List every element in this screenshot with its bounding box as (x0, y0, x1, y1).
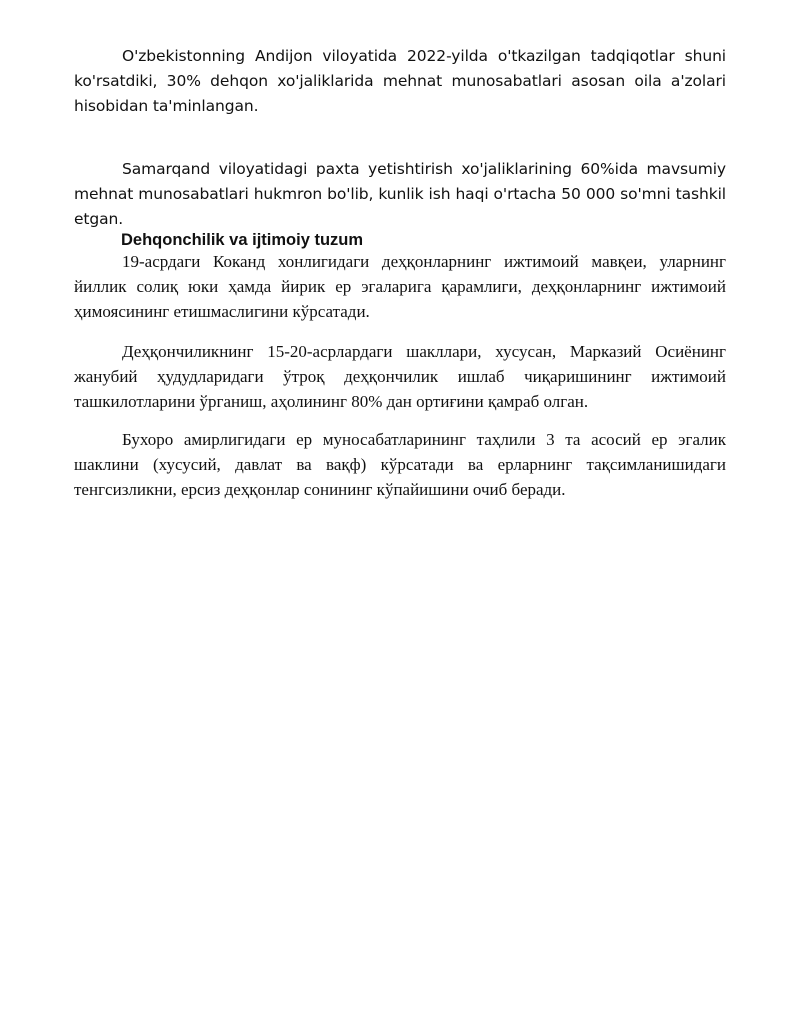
paragraph-kokand (74, 249, 726, 324)
paragraph-bukhara (74, 427, 726, 502)
paragraph-text: Деҳқончиликнинг 15-20-асрлардаги шакллари, хусусан, Марказий Осиёнинг жанубий ҳудудларидаги ўтроқ деҳқончилик ишлаб чиқаришининг ижтимоий ташкилотларини ўрганиш, аҳолининг 80% дан ортиғини қамраб олган. (74, 342, 726, 411)
paragraph-text: O'zbekistonning Andijon viloyatida 2022-yilda o'tkazilgan tadqiqotlar shuni ko'rsatdiki, 30% dehqon xo'jaliklarida mehnat munosabatlari asosan oila a'zolari hisobidan ta'minlangan. (74, 47, 726, 115)
paragraph-central-asia (74, 339, 726, 414)
section-heading: Dehqonchilik va ijtimoiy tuzum (121, 231, 364, 249)
paragraph-text: Бухоро амирлигидаги ер муносабатларининг таҳлили 3 та асосий ер эгалик шаклини (хусусий, давлат ва вақф) кўрсатади ва ерларнинг тақсимланишидаги тенгсизликни, ерсиз деҳқонлар сонининг кўпайишини очиб беради. (74, 430, 726, 499)
paragraph-andijon (74, 44, 726, 119)
paragraph-samarqand (74, 157, 726, 232)
paragraph-text: Samarqand viloyatidagi paxta yetishtirish xo'jaliklarining 60%ida mavsumiy mehnat munosabatlari hukmron bo'lib, kunlik ish haqi o'rtacha 50 000 so'mni tashkil etgan. (74, 160, 726, 228)
paragraph-text: 19-асрдаги Коканд хонлигидаги деҳқонларнинг ижтимоий мавқеи, уларнинг йиллик солиқ юки ҳамда йирик ер эгаларига қарамлиги, деҳқонларнинг ижтимоий ҳимоясининг етишмаслигини кўрсатади. (74, 252, 726, 321)
